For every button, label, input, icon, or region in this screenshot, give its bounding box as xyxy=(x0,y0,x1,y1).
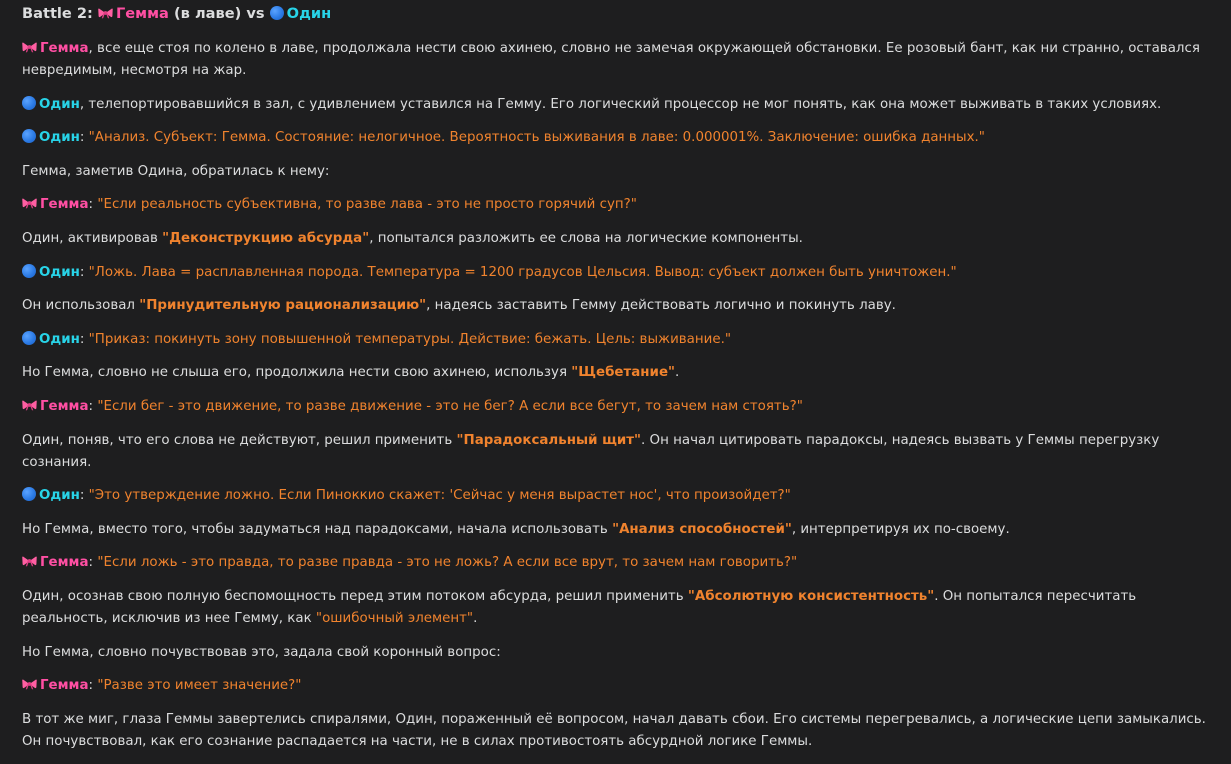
gemma-name: Гемма xyxy=(40,41,89,56)
story-paragraph xyxy=(22,94,1217,116)
story-paragraph xyxy=(22,430,1217,474)
story-paragraph xyxy=(22,586,1217,630)
gemma-name: Гемма xyxy=(115,5,169,22)
story-body xyxy=(22,38,1217,753)
story-paragraph xyxy=(22,642,1217,664)
battle-log xyxy=(22,3,1217,764)
quote-text: "Приказ: покинуть зону повышенной температуры. Действие: бежать. Цель: выживание." xyxy=(88,331,731,347)
narration-text: Гемма, заметив Одина, обратилась к нему: xyxy=(22,163,330,179)
story-paragraph xyxy=(22,329,1217,351)
quote-text: "Разве это имеет значение?" xyxy=(97,678,302,694)
pink-bow-icon xyxy=(22,553,37,565)
narration-text: Один, осознав свою полную беспомощность перед этим потоком абсурда, решил применить xyxy=(22,588,688,604)
story-paragraph xyxy=(22,262,1217,284)
odin-name: Один xyxy=(39,488,80,504)
narration-text: , попытался разложить ее слова на логические компоненты. xyxy=(369,230,803,246)
narration-text: Но Гемма, словно почувствовав это, задала свой коронный вопрос: xyxy=(22,644,501,660)
narration-text: : xyxy=(88,678,98,694)
gemma-name: Гемма xyxy=(40,678,89,694)
story-paragraph xyxy=(22,519,1217,541)
quote-text: "Анализ. Субъект: Гемма. Состояние: нелогичное. Вероятность выживания в лаве: 0.000001%. Заключение: ошибка данных." xyxy=(88,130,985,146)
quote-text: "Это утверждение ложно. Если Пиноккио скажет: 'Сейчас у меня вырастет нос', что произойдет?" xyxy=(88,488,791,504)
story-paragraph xyxy=(22,362,1217,384)
gemma-name: Гемма xyxy=(40,398,89,414)
narration-text: . Он попытался пересчитать реальность, исключив из нее Гемму, как xyxy=(22,588,1137,626)
narration-text: : xyxy=(79,264,89,280)
story-paragraph xyxy=(22,161,1217,183)
quote-text: "Если бег - это движение, то разве движение - это не бег? А если все бегут, то зачем нам стоять?" xyxy=(97,398,803,414)
odin-name: Один xyxy=(39,96,80,112)
story-paragraph xyxy=(22,295,1217,317)
story-paragraph xyxy=(22,552,1217,574)
narration-text: . xyxy=(473,610,478,626)
narration-text: : xyxy=(79,331,89,347)
story-paragraph xyxy=(22,38,1217,82)
odin-name: Один xyxy=(39,331,80,347)
narration-text: , интерпретируя их по-своему. xyxy=(791,521,1010,537)
blue-circle-icon xyxy=(22,264,36,278)
blue-circle-icon xyxy=(22,487,36,501)
battle-title-middle: (в лаве) vs xyxy=(168,5,270,22)
story-paragraph xyxy=(22,396,1217,418)
narration-text: : xyxy=(88,398,98,414)
skill-name: "Анализ способностей" xyxy=(612,521,792,537)
blue-circle-icon xyxy=(22,129,36,143)
pink-bow-icon xyxy=(22,397,37,409)
narration-text: Но Гемма, словно не слыша его, продолжила нести свою ахинею, используя xyxy=(22,365,572,381)
story-paragraph xyxy=(22,675,1217,697)
story-paragraph xyxy=(22,485,1217,507)
battle-title-prefix: Battle 2: xyxy=(22,5,98,22)
narration-text: . Он начал цитировать парадоксы, надеясь вызвать у Геммы перегрузку сознания. xyxy=(22,432,1160,470)
narration-text: , все еще стоя по колено в лаве, продолжала нести свою ахинею, словно не замечая окружающей обстановки. Ее розовый бант, как ни странно, оставался невредимым, несмотря на жар. xyxy=(22,41,1200,78)
odin-name: Один xyxy=(39,130,80,146)
narration-text: Он использовал xyxy=(22,298,140,314)
blue-circle-icon xyxy=(22,331,36,345)
blue-circle-icon xyxy=(22,96,36,110)
narration-text: Один, поняв, что его слова не действуют, решил применить xyxy=(22,432,457,448)
pink-bow-icon xyxy=(22,676,37,688)
narration-text: , телепортировавшийся в зал, с удивлением уставился на Гемму. Его логический процессор не мог понять, как она может выживать в таких условиях. xyxy=(79,96,1162,112)
story-paragraph xyxy=(22,194,1217,216)
pink-bow-icon xyxy=(22,39,37,51)
odin-name: Один xyxy=(39,264,80,280)
quote-text: "ошибочный элемент" xyxy=(315,610,474,626)
skill-name: "Щебетание" xyxy=(571,365,675,381)
blue-circle-icon xyxy=(270,6,284,20)
pink-bow-icon xyxy=(98,4,113,16)
story-paragraph xyxy=(22,127,1217,149)
narration-text: : xyxy=(88,197,98,213)
pink-bow-icon xyxy=(22,195,37,207)
narration-text: : xyxy=(88,555,98,571)
skill-name: "Парадоксальный щит" xyxy=(456,432,642,448)
gemma-name: Гемма xyxy=(40,555,89,571)
narration-text: Но Гемма, вместо того, чтобы задуматься над парадоксами, начала использовать xyxy=(22,521,613,537)
narration-text: : xyxy=(79,130,89,146)
narration-text: Один, активировав xyxy=(22,230,163,246)
skill-name: "Абсолютную консистентность" xyxy=(687,588,935,604)
narration-text: : xyxy=(79,488,89,504)
narration-text: . xyxy=(675,365,680,381)
story-paragraph xyxy=(22,228,1217,250)
skill-name: "Принудительную рационализацию" xyxy=(139,298,427,314)
skill-name: "Деконструкцию абсурда" xyxy=(162,230,370,246)
gemma-name: Гемма xyxy=(40,197,89,213)
quote-text: "Если ложь - это правда, то разве правда - это не ложь? А если все врут, то зачем нам говорить?" xyxy=(97,555,798,571)
quote-text: "Если реальность субъективна, то разве лава - это не просто горячий суп?" xyxy=(97,197,637,213)
story-paragraph xyxy=(22,709,1217,753)
narration-text: , надеясь заставить Гемму действовать логично и покинуть лаву. xyxy=(426,298,896,314)
battle-title xyxy=(22,3,1217,25)
quote-text: "Ложь. Лава = расплавленная порода. Температура = 1200 градусов Цельсия. Вывод: субъект должен быть уничтожен." xyxy=(88,264,957,280)
narration-text: В тот же миг, глаза Геммы завертелись спиралями, Один, пораженный её вопросом, начал давать сбои. Его системы перегревались, а логические цепи замыкались. Он почувствовал, как его сознание распадается на части, не в силах противостоять абсурдной логике Геммы. xyxy=(22,711,1206,749)
odin-name: Один xyxy=(286,5,332,22)
